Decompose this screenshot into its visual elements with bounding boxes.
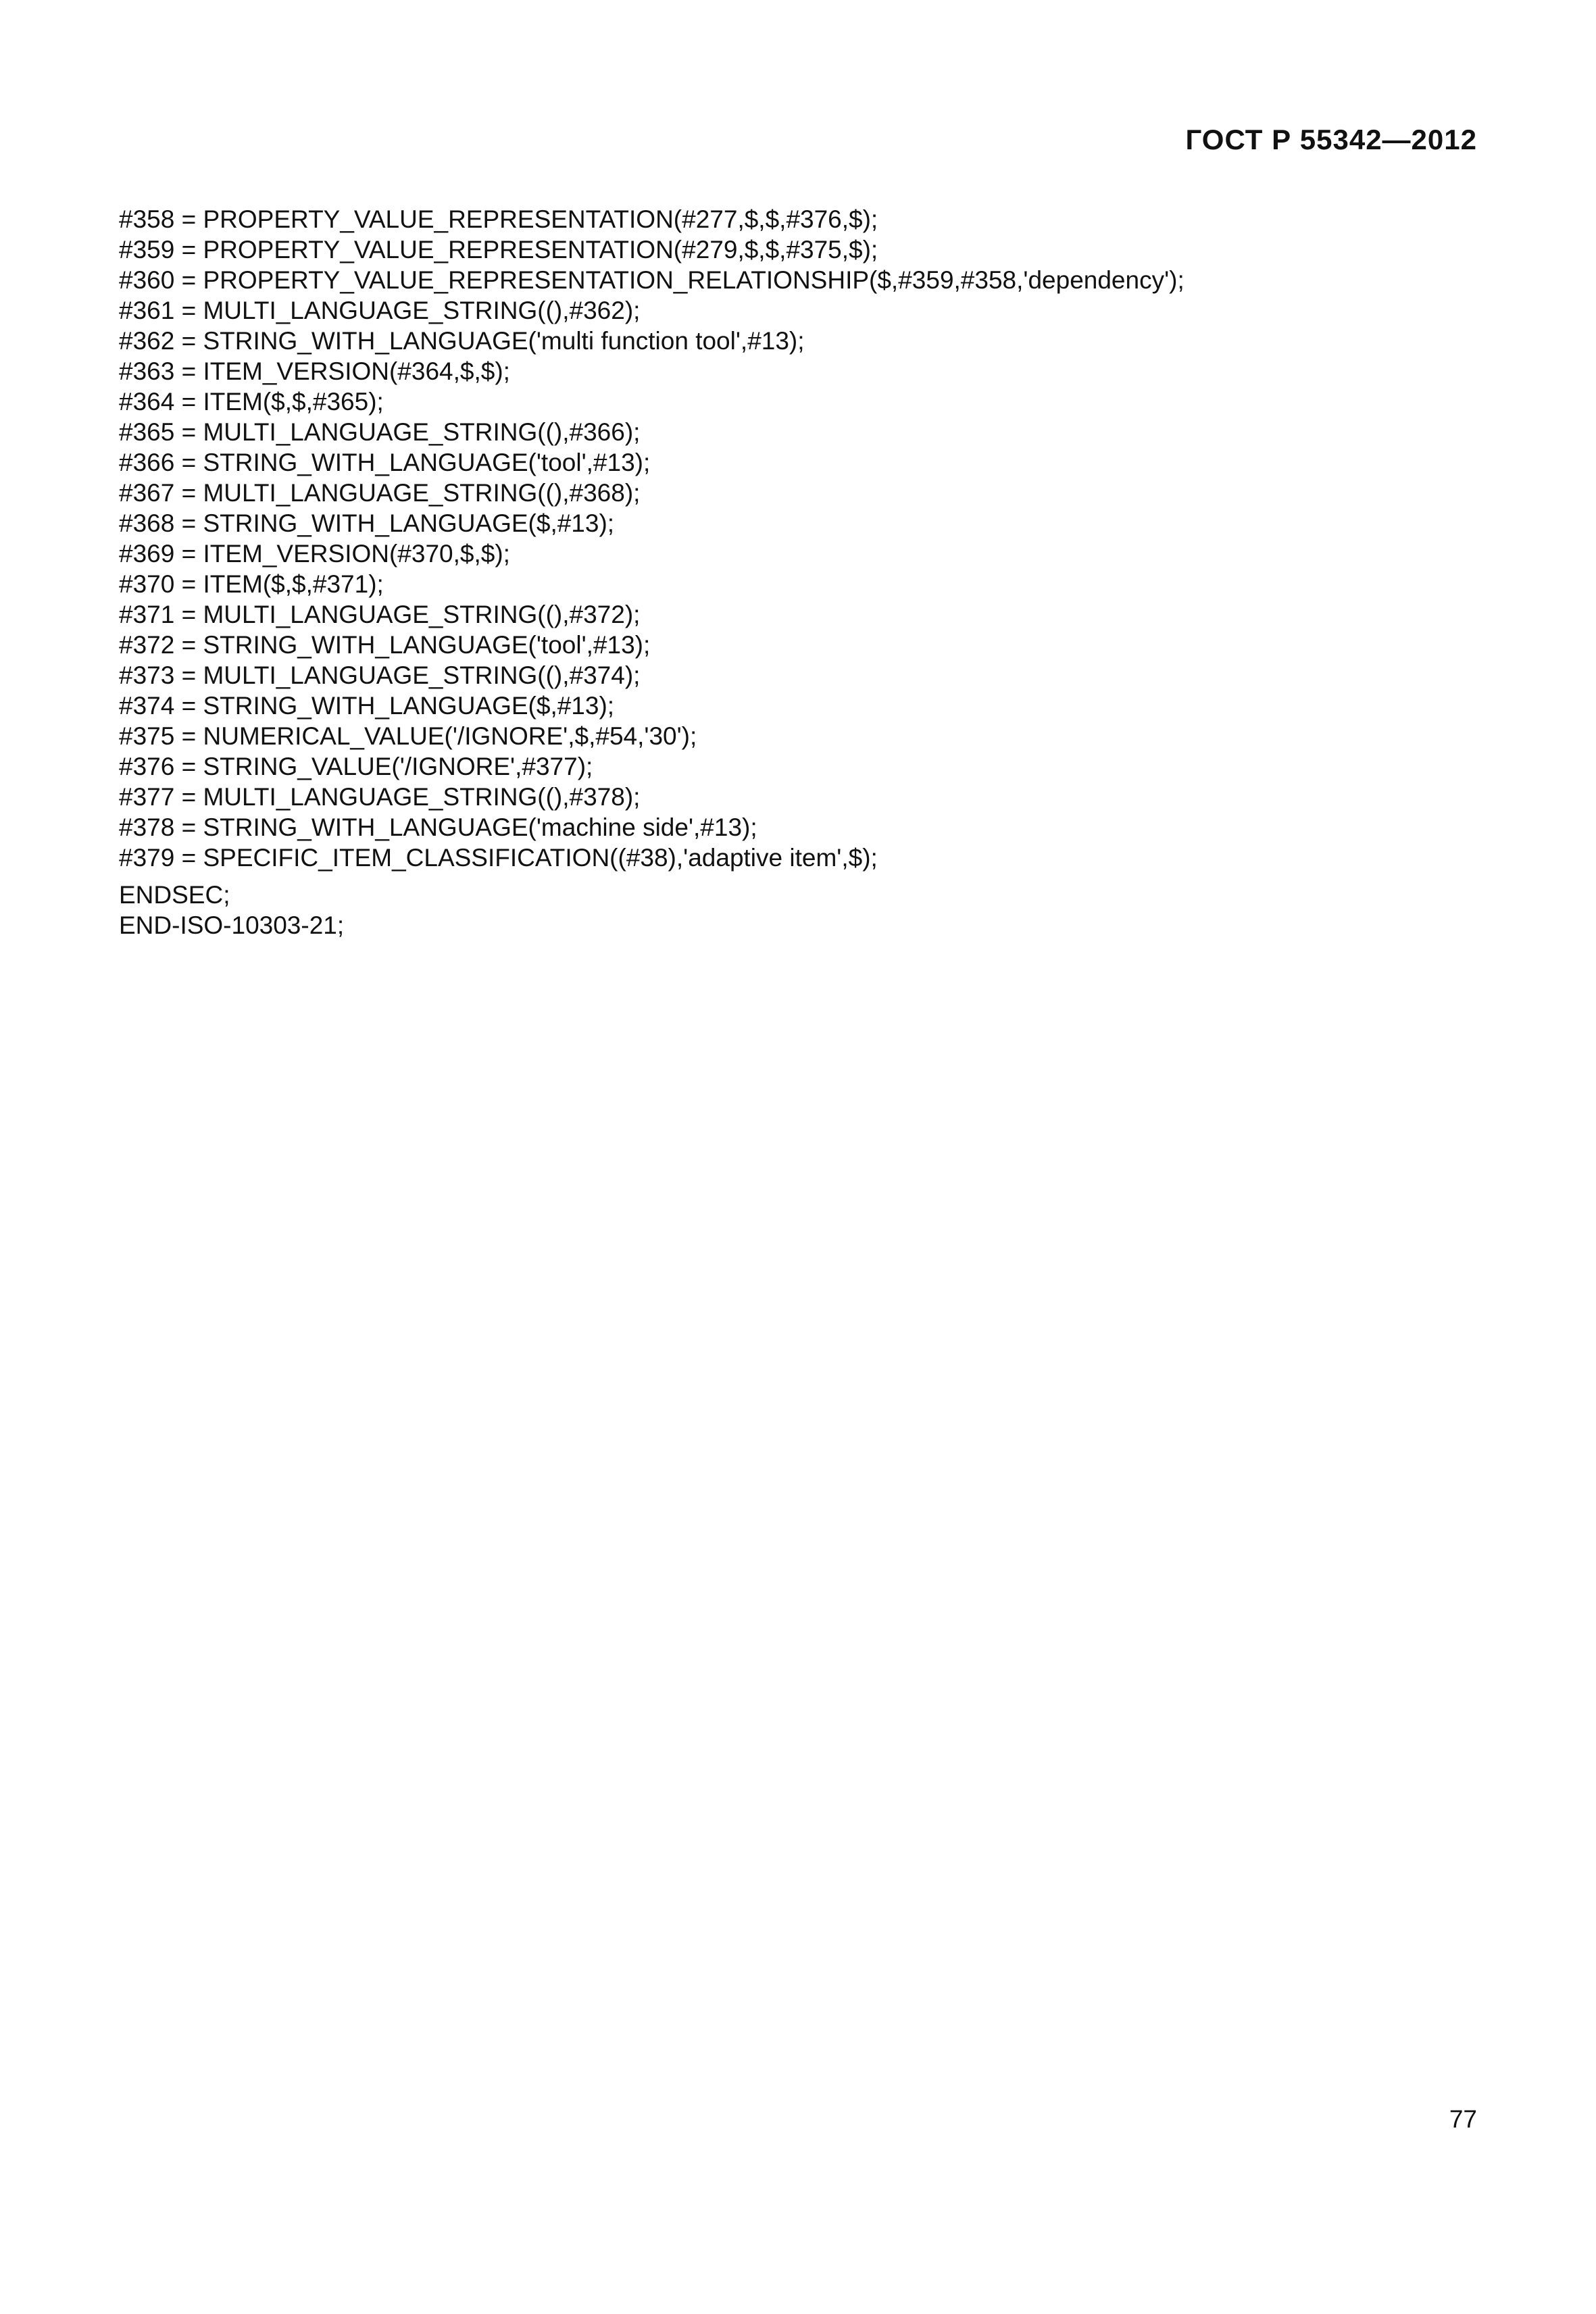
code-line: #366 = STRING_WITH_LANGUAGE('tool',#13); — [119, 449, 651, 476]
code-line: #374 = STRING_WITH_LANGUAGE($,#13); — [119, 692, 615, 720]
code-line: #367 = MULTI_LANGUAGE_STRING((),#368); — [119, 479, 641, 507]
code-line: #363 = ITEM_VERSION(#364,$,$); — [119, 357, 510, 385]
code-line: #365 = MULTI_LANGUAGE_STRING((),#366); — [119, 418, 641, 446]
step-code-listing — [119, 204, 1477, 940]
code-line: #373 = MULTI_LANGUAGE_STRING((),#374); — [119, 661, 641, 689]
code-line: #378 = STRING_WITH_LANGUAGE('machine side',#13); — [119, 813, 757, 841]
code-line: #360 = PROPERTY_VALUE_REPRESENTATION_RELATIONSHIP($,#359,#358,'dependency'); — [119, 266, 1184, 294]
code-line: #362 = STRING_WITH_LANGUAGE('multi function tool',#13); — [119, 327, 805, 355]
code-line: #370 = ITEM($,$,#371); — [119, 570, 384, 598]
standard-header: ГОСТ Р 55342—2012 — [1185, 124, 1477, 155]
code-line: #375 = NUMERICAL_VALUE('/IGNORE',$,#54,'30'); — [119, 722, 697, 750]
endsec-line: ENDSEC; — [119, 881, 230, 909]
code-line: #369 = ITEM_VERSION(#370,$,$); — [119, 540, 510, 568]
code-line: #371 = MULTI_LANGUAGE_STRING((),#372); — [119, 601, 641, 628]
code-line: #368 = STRING_WITH_LANGUAGE($,#13); — [119, 509, 615, 537]
code-line: #372 = STRING_WITH_LANGUAGE('tool',#13); — [119, 631, 651, 659]
code-line: #361 = MULTI_LANGUAGE_STRING((),#362); — [119, 297, 641, 324]
code-line: #376 = STRING_VALUE('/IGNORE',#377); — [119, 753, 593, 780]
end-iso-line: END-ISO-10303-21; — [119, 911, 345, 939]
code-line: #377 = MULTI_LANGUAGE_STRING((),#378); — [119, 783, 641, 811]
code-line: #364 = ITEM($,$,#365); — [119, 388, 384, 416]
code-line: #359 = PROPERTY_VALUE_REPRESENTATION(#279,$,$,#375,$); — [119, 236, 878, 263]
end-block — [119, 880, 1477, 940]
page-number: 77 — [1449, 2105, 1477, 2133]
code-line: #358 = PROPERTY_VALUE_REPRESENTATION(#277,$,$,#376,$); — [119, 205, 878, 233]
code-line: #379 = SPECIFIC_ITEM_CLASSIFICATION((#38),'adaptive item',$); — [119, 844, 878, 872]
code-block — [119, 204, 1477, 873]
